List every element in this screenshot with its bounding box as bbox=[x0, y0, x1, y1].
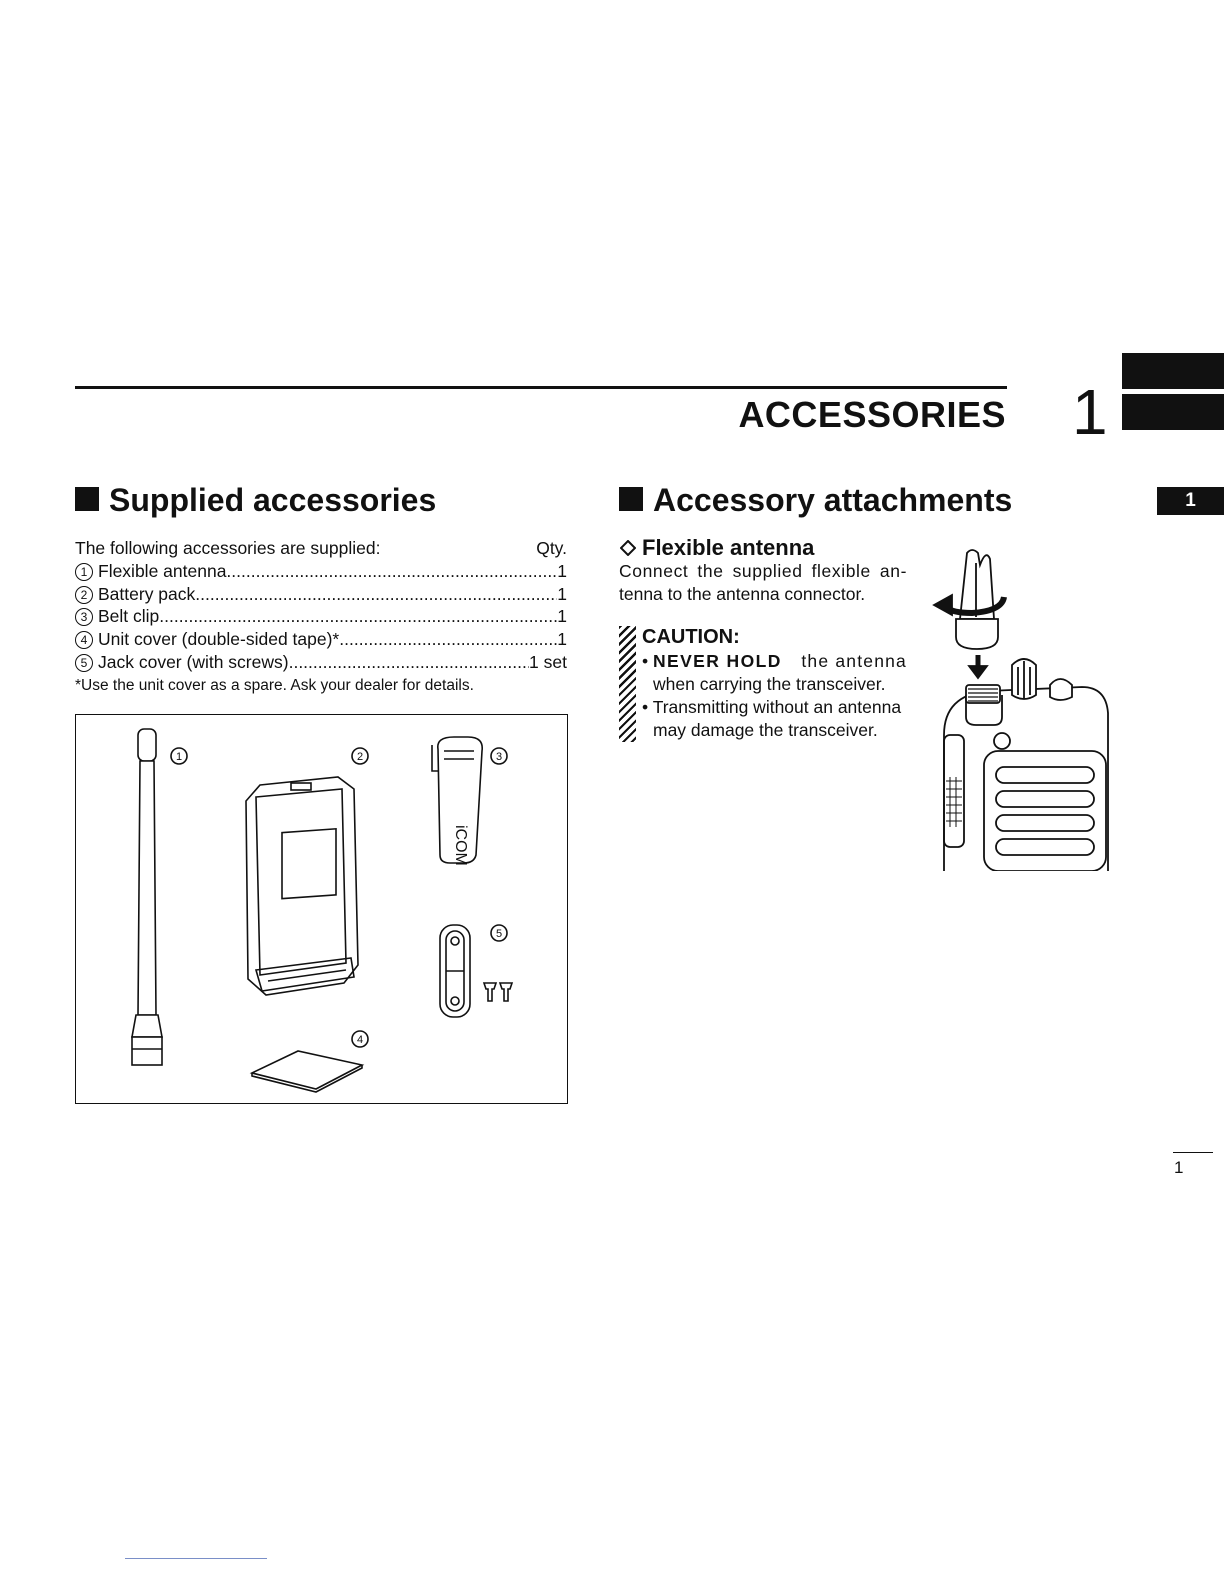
figure-label-3: 3 bbox=[495, 751, 503, 763]
caution-list bbox=[642, 650, 907, 742]
transceiver-icon bbox=[944, 659, 1108, 871]
header-rule bbox=[75, 386, 1007, 389]
caution-item-1: • NEVER HOLD the antenna bbox=[642, 651, 907, 671]
page-number: 1 bbox=[1174, 1158, 1184, 1177]
chapter-title: ACCESSORIES bbox=[738, 394, 1006, 435]
item-label: Belt clip bbox=[98, 606, 160, 627]
figure-label-4: 4 bbox=[356, 1034, 364, 1046]
footer-rule bbox=[1173, 1152, 1213, 1153]
leader-dots bbox=[339, 628, 557, 651]
item-label: Unit cover (double-sided tape)* bbox=[98, 629, 340, 650]
item-number: 1 bbox=[75, 563, 93, 581]
item-qty: 1 bbox=[557, 606, 567, 627]
leader-dots bbox=[226, 560, 557, 583]
item-number: 3 bbox=[75, 608, 93, 626]
figure-label-5: 5 bbox=[495, 928, 503, 940]
supplied-footnote: *Use the unit cover as a spare. Ask your dealer for details. bbox=[75, 676, 474, 694]
list-header-row bbox=[75, 537, 567, 560]
figure-label-1: 1 bbox=[175, 751, 183, 763]
list-item bbox=[75, 583, 567, 606]
leader-dots bbox=[289, 651, 529, 674]
caution-2-line1: Transmitting without an antenna bbox=[652, 697, 902, 717]
item-number: 4 bbox=[75, 631, 93, 649]
diamond-icon bbox=[620, 540, 636, 556]
supplied-heading bbox=[75, 482, 436, 519]
square-bullet-icon bbox=[619, 487, 643, 511]
item-label: Jack cover (with screws) bbox=[98, 651, 289, 672]
caution-title: CAUTION: bbox=[642, 626, 740, 648]
screw-icon bbox=[484, 983, 512, 1001]
supplied-heading-text: Supplied accessories bbox=[109, 482, 437, 518]
attachment-body-line1: Connect the supplied flexible an- bbox=[619, 561, 907, 581]
antenna-icon bbox=[956, 550, 998, 649]
item-qty: 1 set bbox=[529, 651, 567, 672]
side-tab-number bbox=[1157, 487, 1224, 515]
down-arrow-icon bbox=[969, 655, 987, 678]
item-qty: 1 bbox=[557, 629, 567, 650]
caution-1-rest: the antenna bbox=[801, 651, 907, 671]
flexible-antenna-subheading bbox=[620, 535, 814, 561]
item-label: Flexible antenna bbox=[98, 560, 227, 581]
item-qty: 1 bbox=[557, 560, 567, 581]
supplied-list bbox=[75, 537, 567, 698]
attachments-heading bbox=[619, 482, 1012, 519]
attachment-body bbox=[619, 560, 907, 606]
antenna-attach-illustration bbox=[932, 545, 1112, 871]
flexible-antenna-icon bbox=[132, 729, 162, 1065]
square-bullet-icon bbox=[75, 487, 99, 511]
item-number: 2 bbox=[75, 586, 93, 604]
list-item bbox=[75, 560, 567, 583]
caution-2-line2: may damage the transceiver. bbox=[653, 720, 878, 740]
jack-cover-icon bbox=[440, 925, 470, 1017]
caution-1-bold: NEVER HOLD bbox=[653, 651, 782, 671]
caution-item-2: • Transmitting without an antenna bbox=[642, 697, 902, 717]
qty-header: Qty. bbox=[536, 538, 567, 558]
battery-pack-icon bbox=[246, 777, 358, 995]
unit-cover-icon bbox=[252, 1051, 362, 1092]
accessories-figure bbox=[75, 714, 568, 1104]
side-tab-number-text: 1 bbox=[1185, 490, 1196, 511]
leader-dots bbox=[159, 605, 557, 628]
caution-1-line2: when carrying the transceiver. bbox=[653, 674, 886, 694]
flexible-antenna-subheading-text: Flexible antenna bbox=[642, 535, 815, 560]
attachments-heading-text: Accessory attachments bbox=[653, 482, 1013, 518]
accessories-illustration bbox=[76, 715, 567, 1103]
list-item bbox=[75, 651, 567, 674]
item-number: 5 bbox=[75, 654, 93, 672]
supplied-intro: The following accessories are supplied: bbox=[75, 538, 381, 558]
chapter-number: 1 bbox=[1072, 376, 1108, 448]
attachment-body-line2: tenna to the antenna connector. bbox=[619, 584, 866, 604]
figure-label-2: 2 bbox=[356, 751, 364, 763]
caution-hatch bbox=[619, 626, 636, 742]
clip-logo: iCOM bbox=[452, 825, 469, 866]
bottom-line bbox=[125, 1558, 267, 1559]
side-tab-lower bbox=[1122, 394, 1224, 430]
leader-dots bbox=[195, 583, 557, 606]
list-item bbox=[75, 605, 567, 628]
belt-clip-icon bbox=[432, 737, 482, 866]
side-tab-upper bbox=[1122, 353, 1224, 389]
list-item bbox=[75, 628, 567, 651]
item-label: Battery pack bbox=[98, 583, 196, 604]
item-qty: 1 bbox=[557, 583, 567, 604]
